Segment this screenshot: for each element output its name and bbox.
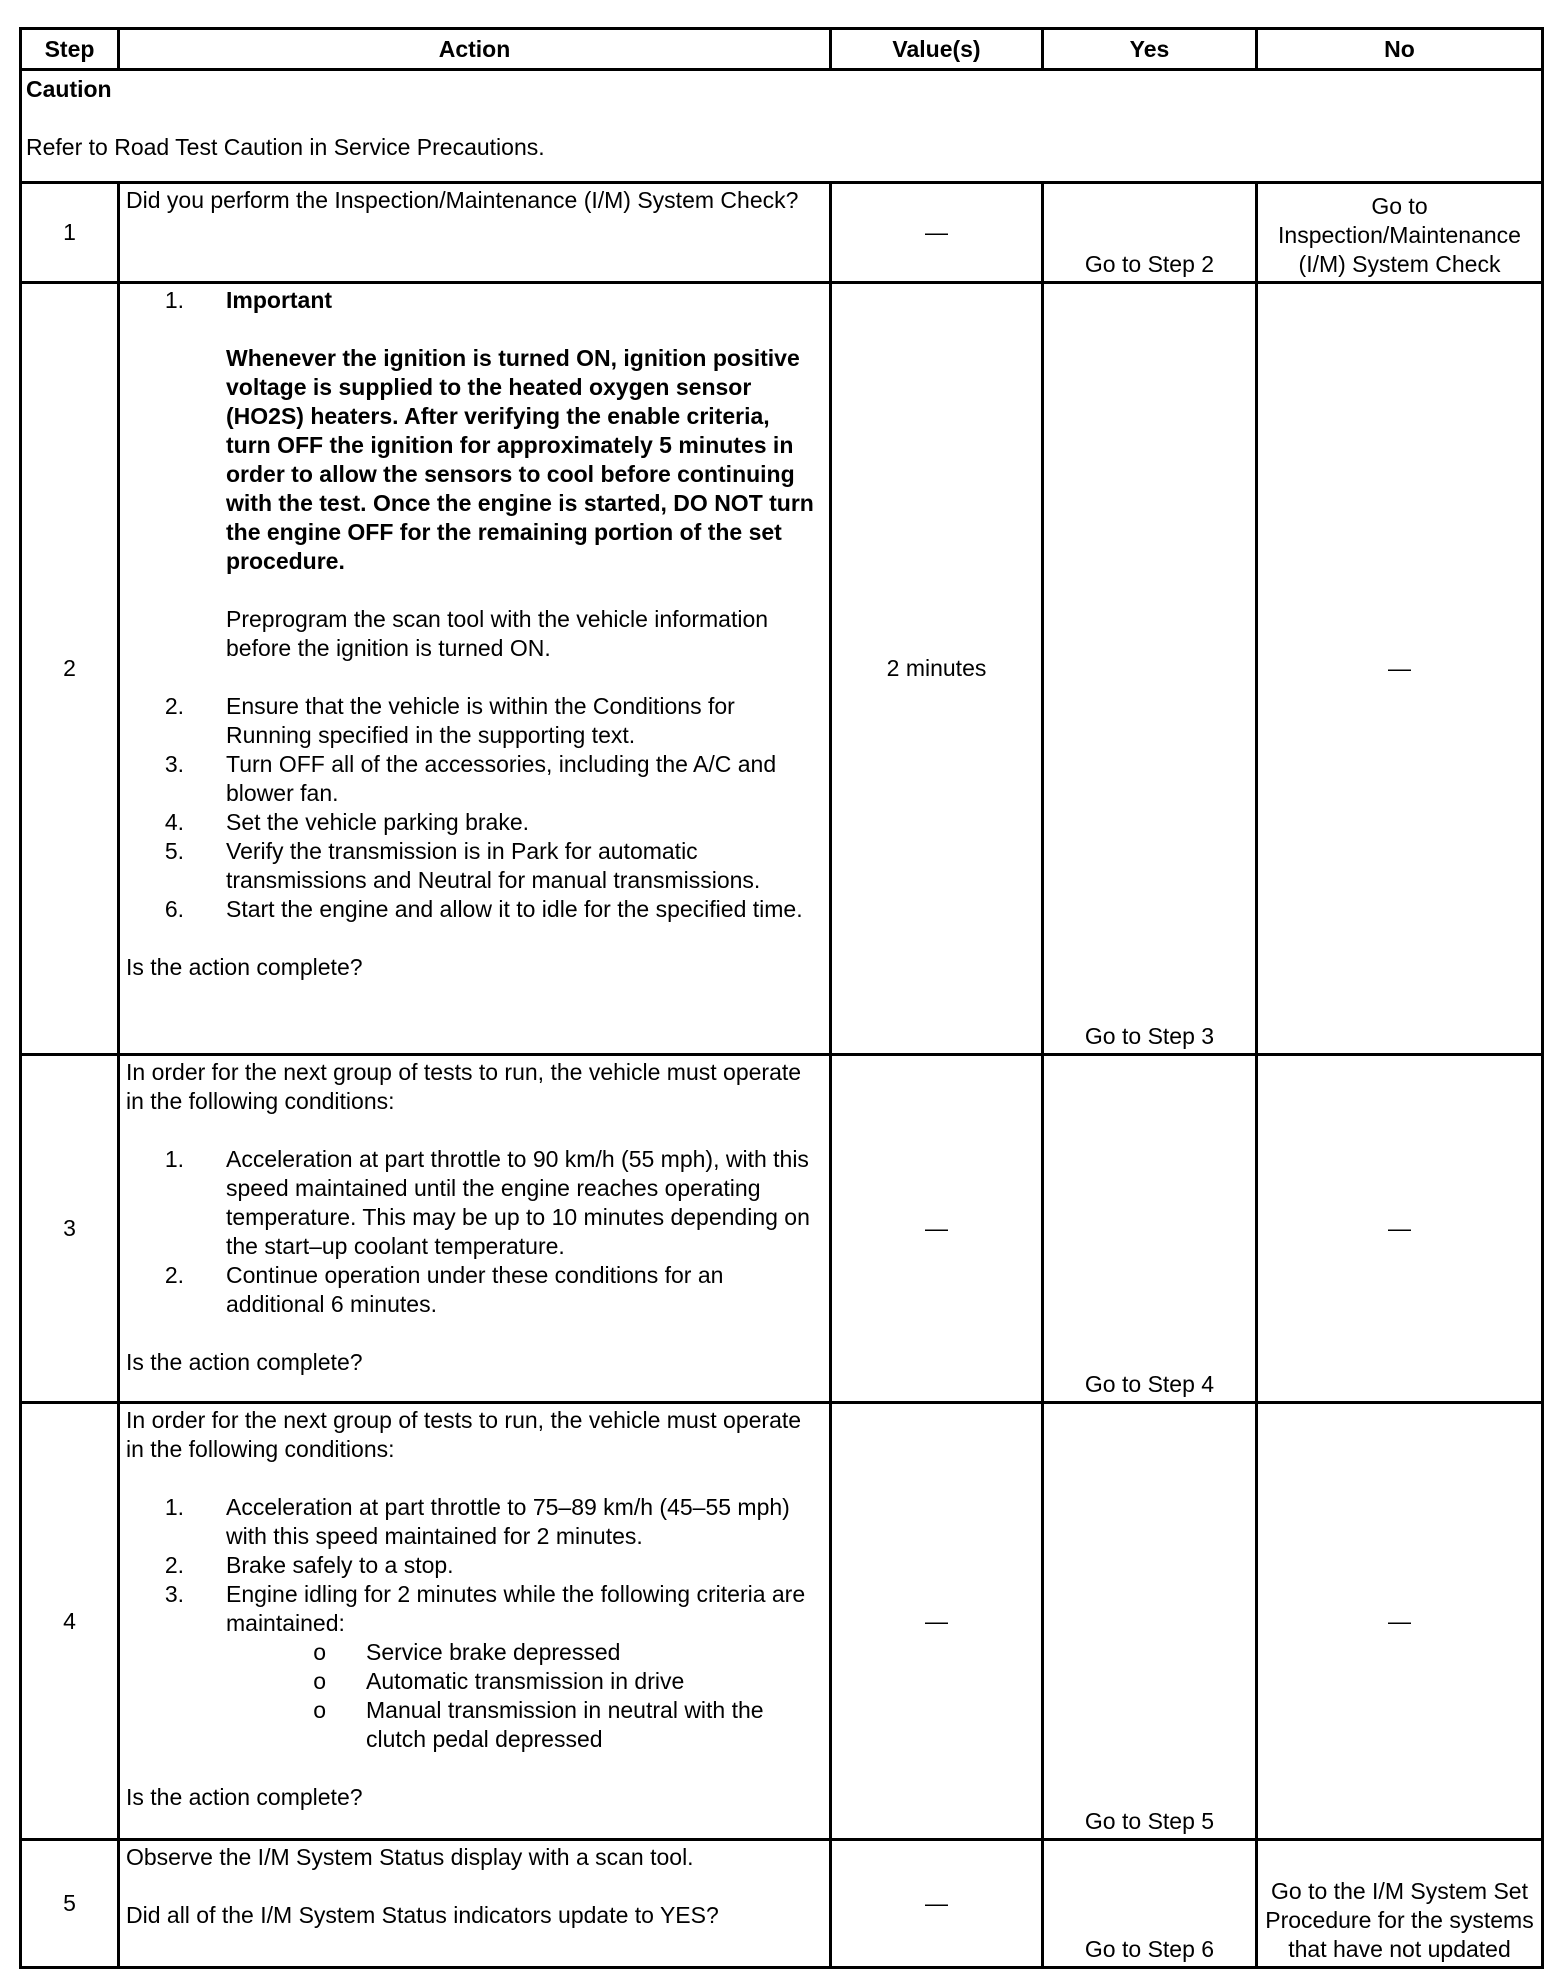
table-row [21,1403,1543,1840]
step-intro: Observe the I/M System Status display with a scan tool. [126,1844,694,1870]
list-item: 1. Acceleration at part throttle to 75–89 km/h (45–55 mph) with this speed maintained for 2 minutes. [164,1494,790,1549]
step-yes: Go to Step 6 [1043,1840,1257,1968]
step-question: Is the action complete? [126,1784,363,1810]
step-question: Is the action complete? [126,1349,363,1375]
step-number: 3 [21,1055,119,1403]
header-step: Step [21,29,119,70]
step-yes: Go to Step 3 [1043,283,1257,1055]
table-row [21,183,1543,283]
step-action [119,1403,831,1840]
step-no: — [1257,283,1543,1055]
caution-title: Caution [26,76,112,102]
step-no: — [1257,1055,1543,1403]
bullet-item: o Automatic transmission in drive [313,1668,685,1694]
step-number: 2 [21,283,119,1055]
table-row [21,1055,1543,1403]
step-number: 5 [21,1840,119,1968]
step-action [119,1840,831,1968]
step-intro: In order for the next group of tests to run, the vehicle must operate in the following conditions: [126,1059,802,1114]
step-value: — [831,1055,1043,1403]
header-yes: Yes [1043,29,1257,70]
table-row [21,283,1543,1055]
list-item: 2. Ensure that the vehicle is within the Conditions for Running specified in the supporting text. [164,693,735,748]
step-action [119,283,831,1055]
step-question: Is the action complete? [126,954,363,980]
step-no: Go to the I/M System Set Procedure for the systems that have not updated [1257,1840,1543,1968]
important-label: Important [226,287,333,313]
list-item: 6. Start the engine and allow it to idle for the specified time. [164,896,803,922]
list-item: 1. Important Whenever the ignition is turned ON, ignition positive voltage is supplied to the heated oxygen sensor (HO2S) heaters. After verifying the enable criteria, turn OFF the ignition for approximately 5 minutes in order to allow the sensors to cool before continuing with the test. Once the engine is started, DO NOT turn the engine OFF for the remaining portion of the set procedure. Preprogram the scan tool with the vehicle information before the ignition is turned ON. [126,286,817,692]
list-item: 5. Verify the transmission is in Park for automatic transmissions and Neutral for manual transmissions. [164,838,761,893]
step-number: 1 [21,183,119,283]
step-value: — [831,183,1043,283]
step-value: 2 minutes [831,283,1043,1055]
bullet-item: o Manual transmission in neutral with the clutch pedal depressed [313,1697,764,1752]
bullet-item: o Service brake depressed [313,1639,621,1665]
caution-text: Refer to Road Test Caution in Service Precautions. [26,134,545,160]
list-item: 2. Continue operation under these conditions for an additional 6 minutes. [164,1262,724,1317]
step-action [119,1055,831,1403]
caution-row [21,70,1543,183]
list-item: 4. Set the vehicle parking brake. [164,809,530,835]
step-intro: In order for the next group of tests to run, the vehicle must operate in the following conditions: [126,1407,802,1462]
step-number: 4 [21,1403,119,1840]
header-row [21,29,1543,70]
step-yes: Go to Step 4 [1043,1055,1257,1403]
list-item: 3. Engine idling for 2 minutes while the following criteria are maintained: o Service brake depressed o Automatic transmission in drive o Manual transmission in neutral with the clutch pedal depressed [126,1580,817,1754]
step-yes: Go to Step 5 [1043,1403,1257,1840]
list-item: 3. Turn OFF all of the accessories, including the A/C and blower fan. [164,751,777,806]
header-action: Action [119,29,831,70]
header-values: Value(s) [831,29,1043,70]
step-question: Did all of the I/M System Status indicators update to YES? [126,1902,719,1928]
step-value: — [831,1840,1043,1968]
header-no: No [1257,29,1543,70]
diagnostic-table [19,27,1544,1969]
step-no: — [1257,1403,1543,1840]
step-value: — [831,1403,1043,1840]
step-yes: Go to Step 2 [1043,183,1257,283]
step-no: Go to Inspection/Maintenance (I/M) System Check [1257,183,1543,283]
preprogram-text: Preprogram the scan tool with the vehicle information before the ignition is turned ON. [226,606,769,661]
important-text: Whenever the ignition is turned ON, ignition positive voltage is supplied to the heated oxygen sensor (HO2S) heaters. After verifying the enable criteria, turn OFF the ignition for approximately 5 minutes in order to allow the sensors to cool before continuing with the test. Once the engine is started, DO NOT turn the engine OFF for the remaining portion of the set procedure. [226,345,814,574]
list-item: 1. Acceleration at part throttle to 90 km/h (55 mph), with this speed maintained until the engine reaches operating temperature. This may be up to 10 minutes depending on the start–up coolant temperature. [164,1146,810,1259]
table-row [21,1840,1543,1968]
step-action: Did you perform the Inspection/Maintenance (I/M) System Check? [119,183,831,283]
list-item: 2. Brake safely to a stop. [164,1552,454,1578]
